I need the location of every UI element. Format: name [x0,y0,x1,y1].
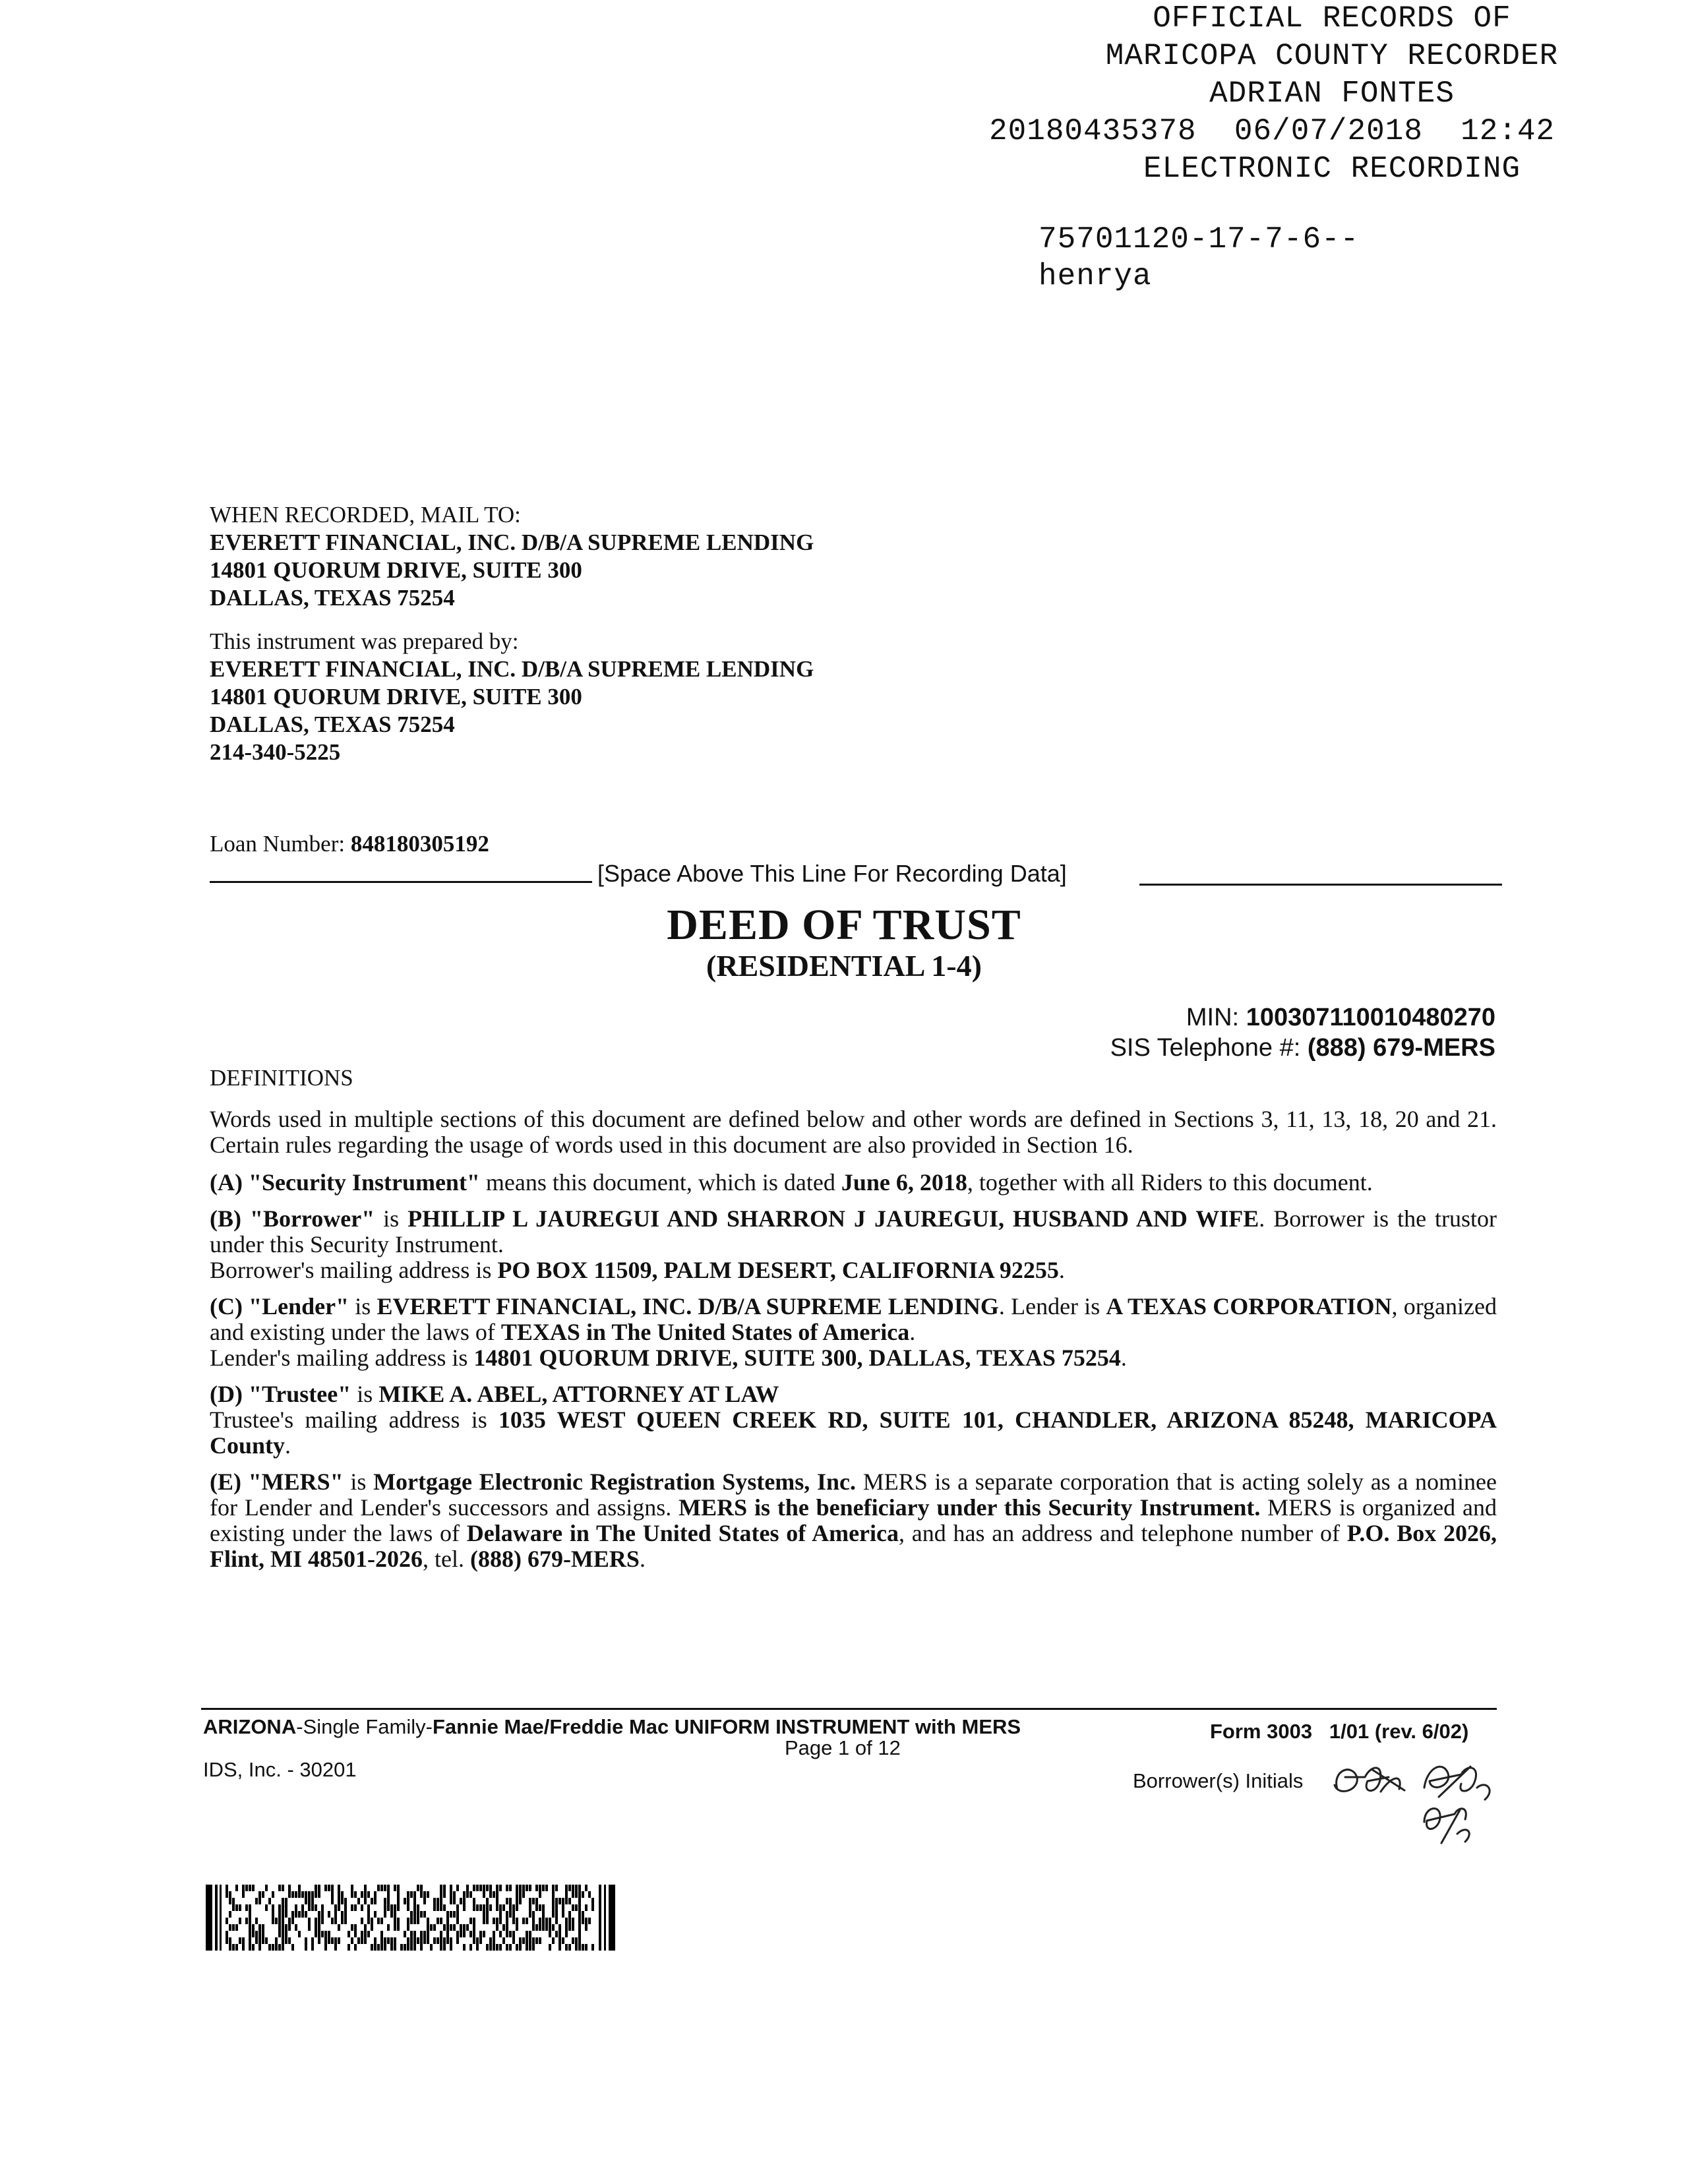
lender-type: A TEXAS CORPORATION [1106,1293,1392,1320]
borrower-names: PHILLIP L JAUREGUI AND SHARRON J JAUREGUI, HUSBAND AND WIFE [407,1205,1259,1232]
sis-label: SIS Telephone #: [1110,1034,1308,1062]
definition-text: , and has an address and telephone number of [899,1520,1347,1546]
footer-text-bold: Fannie Mae/Freddie Mac UNIFORM INSTRUMENT with MERS [432,1715,1021,1738]
definition-mers [210,1469,1497,1572]
mers-name: Mortgage Electronic Registration Systems, Inc. [373,1469,856,1495]
definition-term: (D) "Trustee" [210,1381,351,1407]
recorder-line-2: MARICOPA COUNTY RECORDER [1105,39,1559,73]
definition-text: is [351,1381,379,1407]
definition-term: (B) "Borrower" [210,1205,375,1232]
definition-text: is [349,1293,377,1320]
min-block [1110,1002,1495,1063]
prepared-by-block [210,628,814,766]
loan-number [210,831,489,857]
min-label: MIN: [1186,1004,1246,1031]
definition-text: . [285,1432,291,1459]
definition-term: (C) "Lender" [210,1293,349,1320]
definitions-heading: DEFINITIONS [210,1065,353,1091]
mail-to-city: DALLAS, TEXAS 75254 [210,585,455,611]
definition-text: . [1120,1345,1127,1371]
definition-text: means this document, which is dated [479,1169,841,1196]
definition-text: is [343,1469,374,1495]
definition-text: . [1058,1257,1065,1283]
footer-form-number: Form 3003 1/01 (rev. 6/02) [1210,1720,1469,1743]
recorder-line-4 [989,113,1675,150]
definition-text: , together with all Riders to this document. [967,1169,1373,1196]
definition-text: Trustee's mailing address is [210,1407,498,1433]
definition-text: . [639,1546,646,1572]
definitions-intro: Words used in multiple sections of this document are defined below and other words are defined in Sections 3, 11, 13, 18, 20 and 21. Certain rules regarding the usage of words used in this document are also provided in Section 16. [210,1106,1497,1158]
borrower-initials-label: Borrower(s) Initials [1133,1769,1304,1792]
definition-borrower [210,1206,1497,1283]
footer-text: -Single Family- [296,1715,433,1738]
loan-number-label: Loan Number: [210,831,351,857]
sis-value: (888) 679-MERS [1307,1034,1495,1062]
document-date: June 6, 2018 [841,1169,967,1196]
prepared-by-name: EVERETT FINANCIAL, INC. D/B/A SUPREME LENDING [210,656,814,682]
definition-text: . [909,1319,916,1345]
trustee-address: 1035 WEST QUEEN CREEK RD, SUITE 101, CHANDLER, ARIZONA 85248, MARICOPA County [210,1407,1497,1459]
recording-date: 06/07/2018 [1234,114,1423,148]
recorder-line-5: ELECTRONIC RECORDING [1143,152,1521,186]
prepared-by-city: DALLAS, TEXAS 75254 [210,712,455,737]
recording-number: 20180435378 [989,114,1197,148]
lender-jurisdiction: TEXAS in The United States of America [500,1319,910,1345]
prepared-by-label: This instrument was prepared by: [210,628,519,654]
mers-beneficiary: MERS is the beneficiary under this Security Instrument. [678,1494,1261,1521]
recording-line-rule-right [1139,884,1502,886]
page-number: Page 1 of 12 [785,1736,901,1759]
lender-address: 14801 QUORUM DRIVE, SUITE 300, DALLAS, TEXAS 75254 [473,1345,1121,1371]
recording-time: 12:42 [1461,114,1555,148]
definition-term: (A) "Security Instrument" [210,1169,480,1196]
prepared-by-street: 14801 QUORUM DRIVE, SUITE 300 [210,684,582,710]
mers-jurisdiction: Delaware in The United States of America [466,1520,899,1546]
footer-state: ARIZONA [203,1715,297,1738]
document-title: DEED OF TRUST [667,901,1021,949]
borrower-address: PO BOX 11509, PALM DESERT, CALIFORNIA 92255 [497,1257,1059,1283]
tracking-code: 75701120-17-7-6-- [1039,222,1360,257]
document-subtitle: (RESIDENTIAL 1-4) [706,949,982,983]
loan-number-value: 848180305192 [350,831,489,857]
tracking-block [1039,221,1359,295]
recorder-line-3: ADRIAN FONTES [1209,76,1455,111]
definition-text: MERS is organized and existing under the laws of [210,1494,1497,1546]
recording-line-text: [Space Above This Line For Recording Data] [597,860,1067,887]
recording-user: henrya [1039,259,1152,293]
min-line [1110,1002,1495,1033]
definition-text: MERS is a separate corporation that is acting solely as a nominee for Lender and Lender's successors and assigns. [210,1469,1497,1521]
definition-text: Lender's mailing address is [210,1345,474,1371]
definition-text: , tel. [422,1546,470,1572]
mail-to-street: 14801 QUORUM DRIVE, SUITE 300 [210,557,582,583]
mail-to-label: WHEN RECORDED, MAIL TO: [210,502,521,528]
mers-telephone: (888) 679-MERS [469,1546,640,1572]
trustee-name: MIKE A. ABEL, ATTORNEY AT LAW [378,1381,779,1407]
borrower-initials-signature [1325,1751,1503,1856]
recorder-line-1: OFFICIAL RECORDS OF [1153,1,1511,36]
recording-line-rule-left [210,881,592,883]
definition-text: is [375,1205,408,1232]
recording-data-line [210,857,1502,890]
definition-text: Borrower's mailing address is [210,1257,498,1283]
prepared-by-phone: 214-340-5225 [210,739,341,765]
footer-ids: IDS, Inc. - 30201 [203,1758,357,1781]
definition-text: . Lender is [998,1293,1106,1320]
definition-text: . Borrower is the trustor under this Security Instrument. [210,1205,1497,1258]
definition-trustee [210,1381,1497,1459]
recorder-stamp [989,0,1675,188]
definition-lender [210,1294,1497,1371]
lender-name: EVERETT FINANCIAL, INC. D/B/A SUPREME LENDING [377,1293,999,1320]
min-value: 100307110010480270 [1246,1004,1495,1031]
barcode-icon [206,1885,618,1951]
mail-to-name: EVERETT FINANCIAL, INC. D/B/A SUPREME LENDING [210,530,814,555]
definition-term: (E) "MERS" [210,1469,344,1495]
definitions-body [210,1107,1497,1583]
footer-rule [201,1708,1497,1710]
definition-text: , organized and existing under the laws of [210,1293,1497,1345]
sis-line [1110,1033,1495,1063]
mers-address: P.O. Box 2026, Flint, MI 48501-2026 [210,1520,1497,1572]
mail-to-block [210,501,814,612]
definition-security-instrument [210,1170,1497,1196]
